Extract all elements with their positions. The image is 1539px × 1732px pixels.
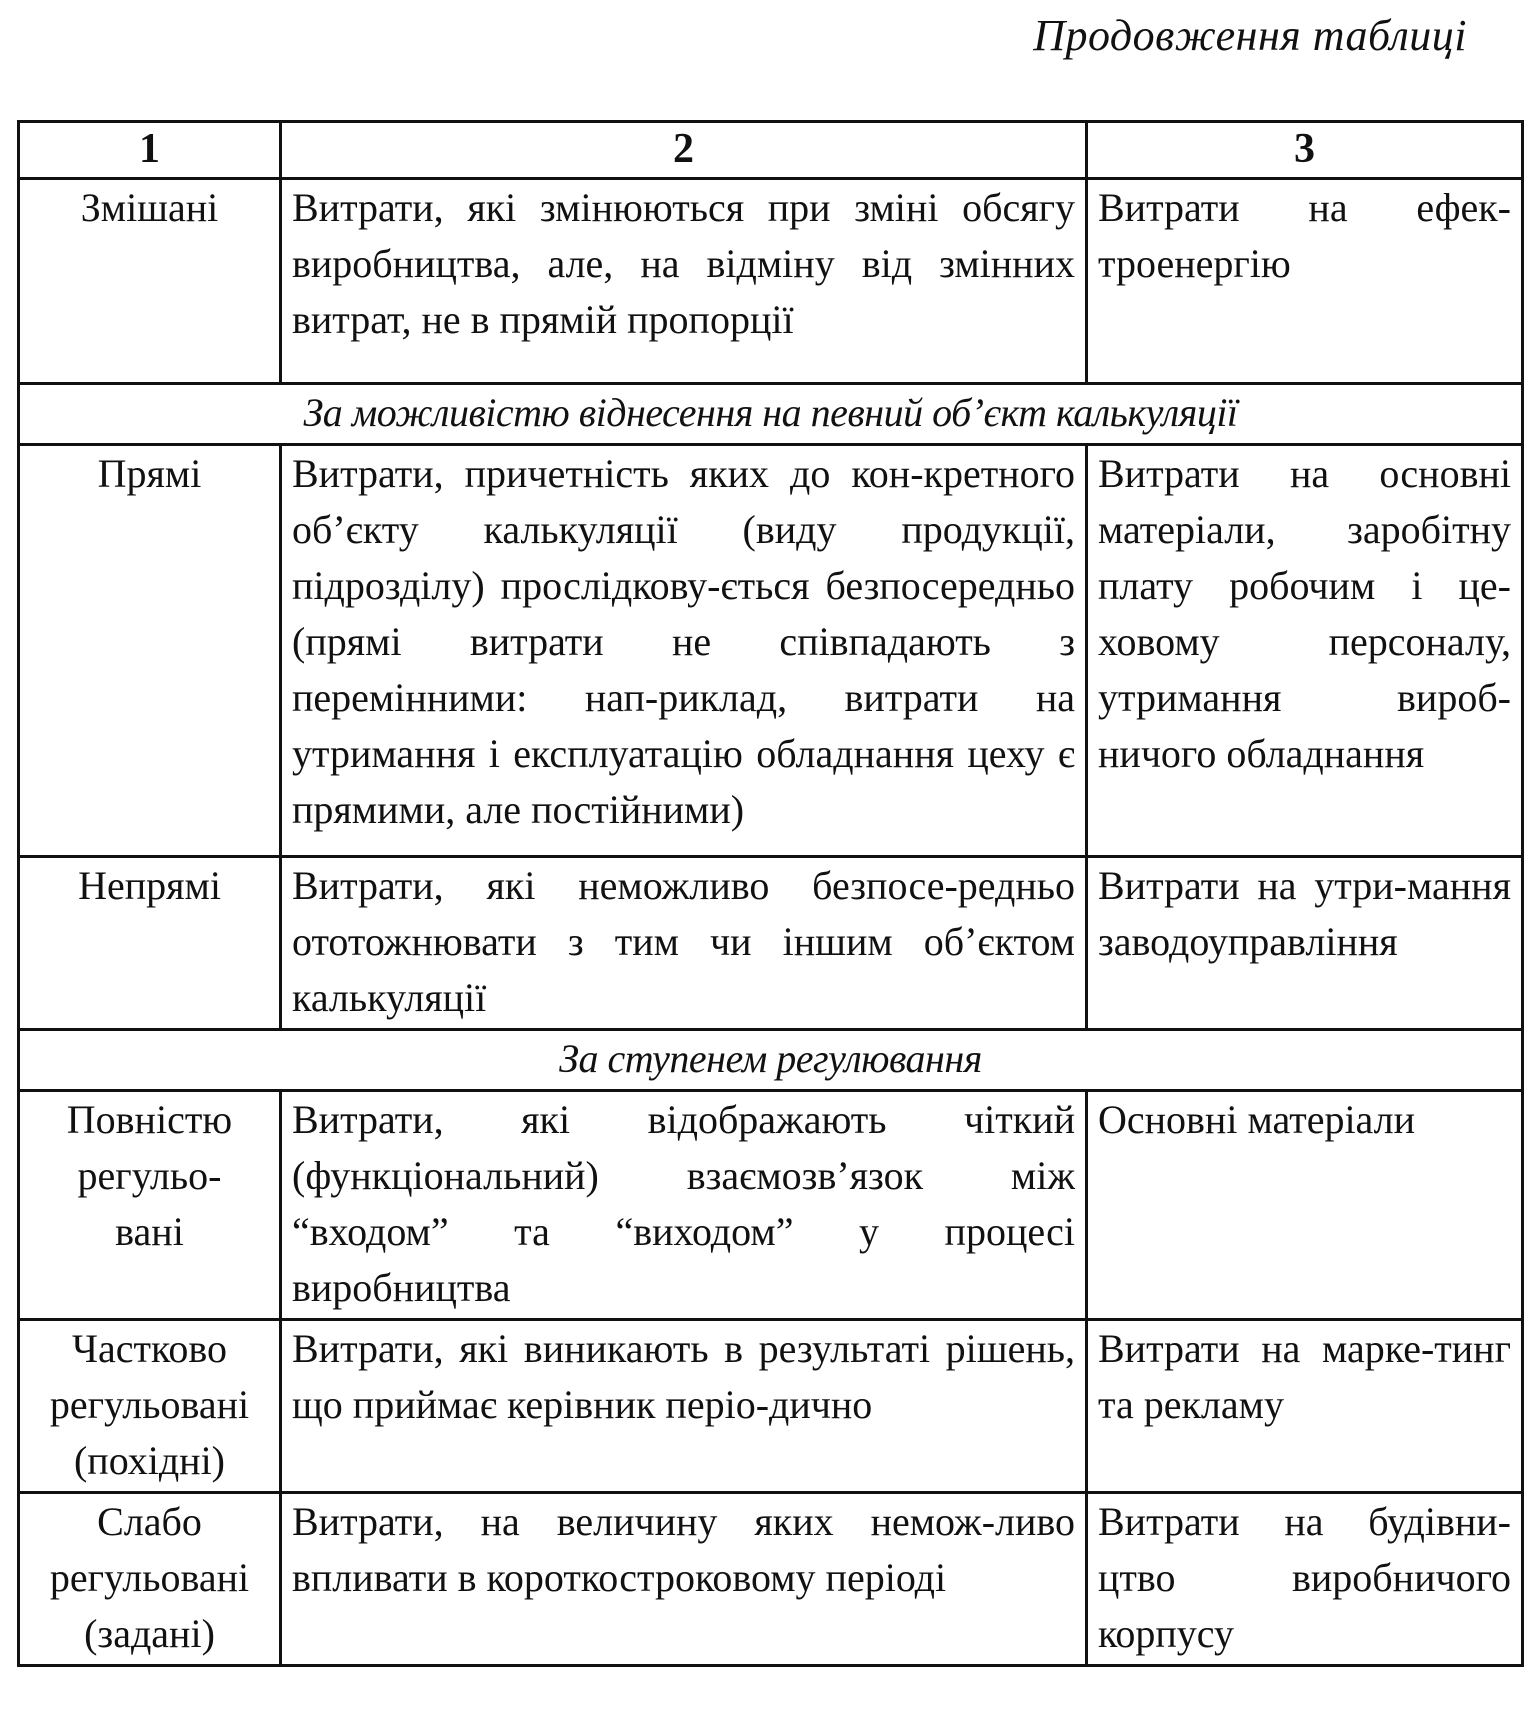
- cost-category-cell: Прямі: [19, 445, 281, 857]
- table-continuation-caption: Продовження таблиці: [1033, 11, 1467, 60]
- section-heading: За можливістю віднесення на певний об’єкт калькуляції: [19, 384, 1523, 445]
- cost-category-cell: [19, 1320, 281, 1493]
- cost-category-cell: Непрямі: [19, 857, 281, 1030]
- section-row: [19, 1030, 1523, 1091]
- table-row: [19, 1493, 1523, 1666]
- table-row: [19, 179, 1523, 384]
- cost-category-cell: Змішані: [19, 179, 281, 384]
- table-row: [19, 445, 1523, 857]
- cost-example-cell: Витрати на будівни-цтво виробничого корпусу: [1087, 1493, 1523, 1666]
- table-header-row: [19, 122, 1523, 179]
- cost-definition-cell: Витрати, які змінюються при зміні обсягу виробництва, але, на відміну від змінних витрат, не в прямій пропорції: [281, 179, 1087, 384]
- category-line: регульо-: [77, 1153, 222, 1198]
- column-number-1: 1: [19, 122, 281, 179]
- category-line: (задані): [84, 1611, 215, 1656]
- cost-example-cell: Витрати на основні матеріали, заробітну плату робочим і це-ховому персоналу, утримання вироб-ничого обладнання: [1087, 445, 1523, 857]
- cost-example-cell: Витрати на марке-тинг та рекламу: [1087, 1320, 1523, 1493]
- cost-definition-cell: Витрати, які відображають чіткий (функціональний) взаємозв’язок між “входом” та “виходом” у процесі виробництва: [281, 1091, 1087, 1320]
- category-line: Повністю: [66, 1097, 233, 1142]
- column-number-3: 3: [1087, 122, 1523, 179]
- table-row: [19, 857, 1523, 1030]
- cost-definition-cell: Витрати, причетність яких до кон-кретного об’єкту калькуляції (виду продукції, підрозділу) прослідкову-ється безпосередньо (прямі витрати не співпадають з перемінними: нап-риклад, витрати на утримання і експлуатацію обладнання цеху є прямими, але постійними): [281, 445, 1087, 857]
- table-row: [19, 1091, 1523, 1320]
- cost-example-cell: Витрати на ефек-троенергію: [1087, 179, 1523, 384]
- cost-classification-table: [17, 120, 1524, 1667]
- cost-category-cell: [19, 1091, 281, 1320]
- section-heading: За ступенем регулювання: [19, 1030, 1523, 1091]
- category-line: регульовані: [49, 1555, 250, 1600]
- cost-definition-cell: Витрати, на величину яких немож-ливо впливати в короткостроковому періоді: [281, 1493, 1087, 1666]
- category-line: Слабо: [97, 1499, 202, 1544]
- cost-example-cell: Основні матеріали: [1087, 1091, 1523, 1320]
- cost-example-cell: Витрати на утри-мання заводоуправління: [1087, 857, 1523, 1030]
- category-line: Частково: [72, 1326, 227, 1371]
- category-line: вані: [115, 1209, 184, 1254]
- category-line: регульовані: [49, 1382, 250, 1427]
- cost-category-cell: [19, 1493, 281, 1666]
- column-number-2: 2: [281, 122, 1087, 179]
- cost-definition-cell: Витрати, які виникають в результаті рішень, що приймає керівник періо-дично: [281, 1320, 1087, 1493]
- category-line: (похідні): [73, 1438, 226, 1483]
- cost-definition-cell: Витрати, які неможливо безпосе-редньо ототожнювати з тим чи іншим об’єктом калькуляції: [281, 857, 1087, 1030]
- section-row: [19, 384, 1523, 445]
- table-row: [19, 1320, 1523, 1493]
